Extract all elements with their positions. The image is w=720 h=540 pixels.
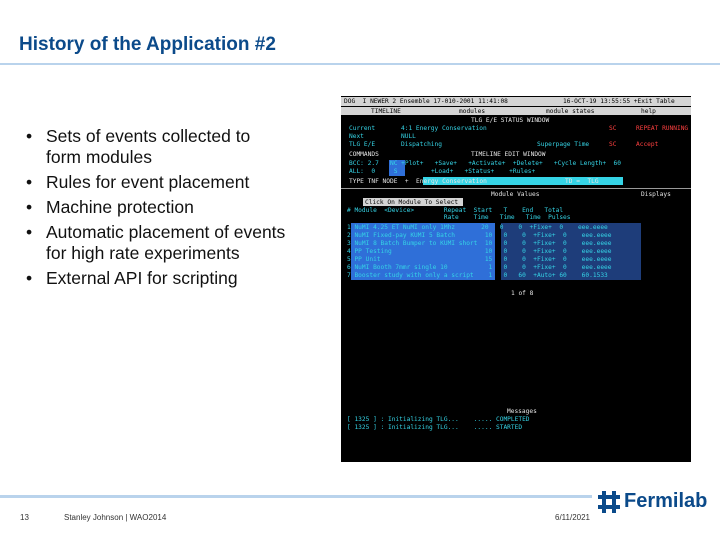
bullet-item xyxy=(26,197,326,218)
menu-modules[interactable]: modules xyxy=(459,107,486,115)
table-row[interactable]: 2 NuMI Fixed-pay KUMI 5 Batch 10 0 0 +Fixe+ 0 eee.eeee xyxy=(347,232,612,239)
menu-module-states[interactable]: module states xyxy=(546,107,595,115)
commands-label: COMMANDS xyxy=(349,151,379,158)
bullet-text: Sets of events collected to xyxy=(46,126,251,146)
status-tlg-value: Dispatching xyxy=(401,141,442,148)
bullet-dot-icon: • xyxy=(26,222,33,242)
table-header-1: # Module <Device> Repeat Start T End Total xyxy=(347,207,564,214)
superpage-label: Superpage Time xyxy=(537,141,590,148)
title-divider xyxy=(0,63,720,65)
status-window-title: TLG E/E STATUS WINDOW xyxy=(471,117,550,124)
status-current-label: Current xyxy=(349,125,376,132)
footer-author: Stanley Johnson | WAO2014 xyxy=(64,513,167,522)
module-select-hint-text: Click On Module To Select xyxy=(365,198,459,206)
fermilab-logo xyxy=(598,490,707,513)
table-row[interactable]: 3 NuMI 8 Batch Bumper to KUMI short 10 0 0 +Fixe+ 0 eee.eeee xyxy=(347,240,612,247)
table-row[interactable]: 5 PP Unit 15 0 0 +Fixe+ 0 eee.eeee xyxy=(347,256,612,263)
bullet-text: External API for scripting xyxy=(46,268,238,288)
bullet-text: for high rate experiments xyxy=(46,243,240,263)
status-next-value: NULL xyxy=(401,133,416,140)
table-row[interactable]: 4 PP Testing 10 0 0 +Fixe+ 0 eee.eeee xyxy=(347,248,612,255)
bullet-text: form modules xyxy=(46,147,153,167)
footer-divider xyxy=(0,495,592,498)
status-current-value: 4:1 Energy Conservation xyxy=(401,125,487,132)
status-current-state: REPEAT RUNNING xyxy=(636,125,689,132)
bullet-item xyxy=(26,126,326,168)
bullet-text: Machine protection xyxy=(46,197,194,217)
status-current-code: SC xyxy=(609,125,617,132)
displays-label: Displays xyxy=(641,191,671,198)
slide-title: History of the Application #2 xyxy=(19,34,276,55)
terminal-header-right[interactable]: 16-OCT-19 13:55:55 +Exit Table xyxy=(563,98,675,105)
bullet-dot-icon: • xyxy=(26,268,33,288)
bullet-text: Rules for event placement xyxy=(46,172,250,192)
divider xyxy=(341,188,691,189)
module-values-label: Module Values xyxy=(491,191,540,198)
command-row-1[interactable]: BCC: 2.7 NC +Plot+ +Save+ +Activate+ +Delete+ +Cycle Length+ 60 xyxy=(349,160,621,167)
status-next-label: Next xyxy=(349,133,364,140)
message-line: [ 1325 ] : Initializing TLG... ..... COMPLETED xyxy=(347,416,530,423)
messages-label: Messages xyxy=(507,408,537,415)
status-tlg-code: SC xyxy=(609,141,617,148)
status-tlg-state: Accept xyxy=(636,141,659,148)
application-screenshot xyxy=(341,96,691,462)
command-row-2[interactable]: ALL: 0 S +Load+ +Status+ +Rules+ xyxy=(349,168,536,175)
menu-timeline[interactable]: TIMELINE xyxy=(371,107,401,115)
bullet-dot-icon: • xyxy=(26,126,33,146)
bullet-text: Automatic placement of events xyxy=(46,222,286,242)
table-row[interactable]: 7 Booster study with only a script 1 0 60 +Auto+ 60 60.1533 xyxy=(347,272,608,279)
table-row[interactable]: 1 NuMI 4.25 ET NuMI only 1Mhz 20 0 0 +Fixe+ 0 eee.eeee xyxy=(347,224,608,231)
bullet-list xyxy=(26,126,326,293)
footer-date: 6/11/2021 xyxy=(555,513,590,522)
bullet-dot-icon: • xyxy=(26,172,33,192)
bullet-item xyxy=(26,222,326,264)
bullet-dot-icon: • xyxy=(26,197,33,217)
page-indicator: 1 of 8 xyxy=(511,290,534,297)
bullet-item xyxy=(26,268,326,289)
message-line: [ 1325 ] : Initializing TLG... ..... STARTED xyxy=(347,424,523,431)
fermilab-mark-icon xyxy=(598,491,620,513)
type-row: TYPE TNF NODE + Energy Conservation TD = TLG xyxy=(349,178,599,185)
fermilab-wordmark: Fermilab xyxy=(624,490,708,512)
menu-help[interactable]: help xyxy=(641,107,656,115)
table-header-2: Rate Time Time Time Pulses xyxy=(347,214,571,221)
page-number: 13 xyxy=(20,513,29,522)
bullet-item xyxy=(26,172,326,193)
status-tlg-label: TLG E/E xyxy=(349,141,376,148)
terminal-header-left: DOG I NEWER 2 Ensemble 17-010-2001 11:41:08 xyxy=(344,98,508,105)
table-row[interactable]: 6 NuMI Booth 7mmr single 10 1 0 0 +Fixe+ 0 eee.eeee xyxy=(347,264,612,271)
timeline-edit-title: TIMELINE EDIT WINDOW xyxy=(471,151,546,158)
